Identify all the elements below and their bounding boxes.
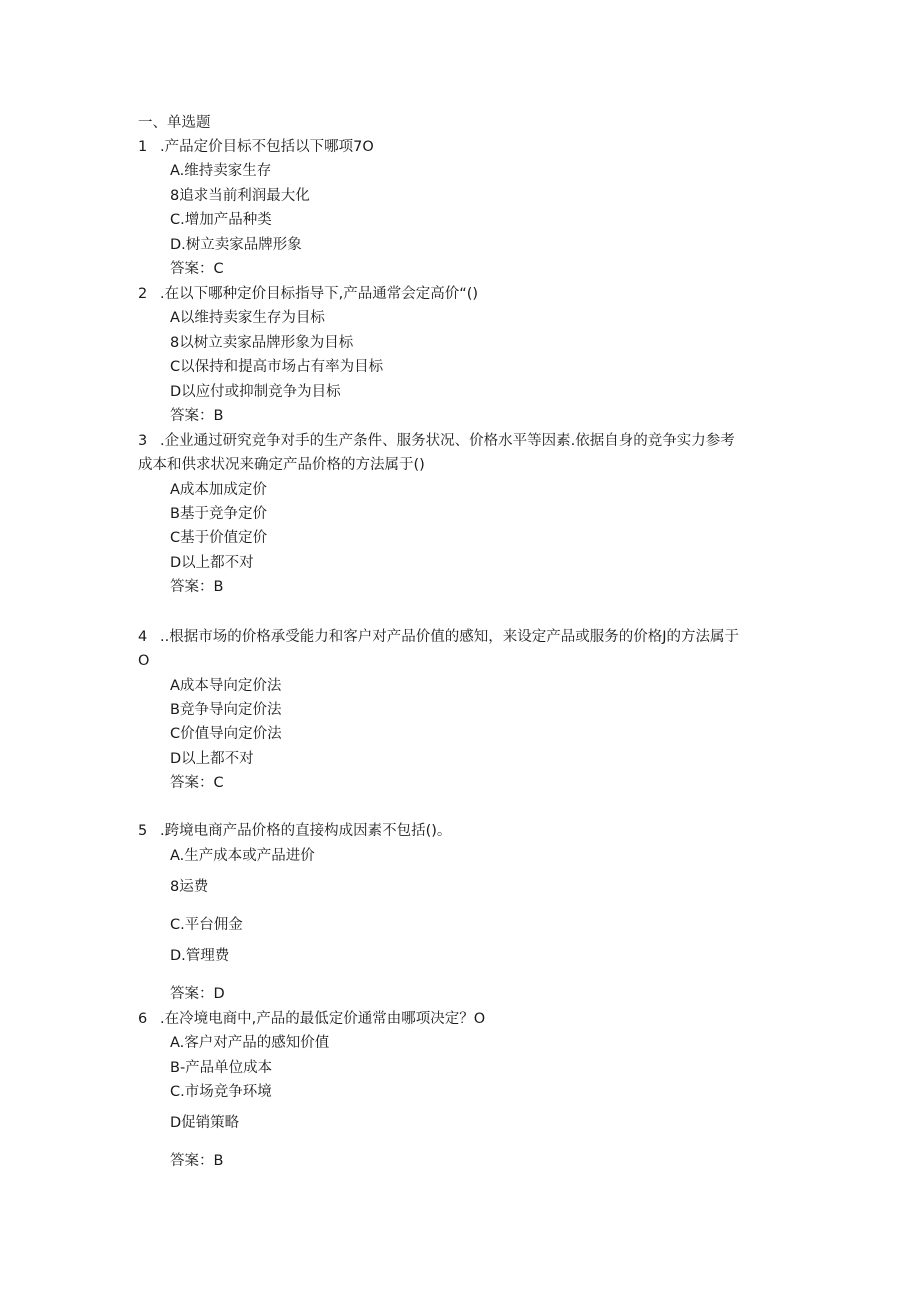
option-d: D以应付或抑制竞争为目标 bbox=[170, 384, 341, 400]
option-d: D.树立卖家品牌形象 bbox=[170, 237, 302, 253]
question-text: .产品定价目标不包括以下哪项7O bbox=[160, 139, 374, 155]
option-c: C.增加产品种类 bbox=[170, 212, 272, 228]
question-number: 3 bbox=[138, 433, 148, 449]
option-c: C.平台佣金 bbox=[170, 917, 243, 933]
question-text: .跨境电商产品价格的直接构成因素不包括()。 bbox=[160, 823, 452, 839]
option-b: 8运费 bbox=[170, 879, 209, 895]
answer: 答案：C bbox=[170, 775, 224, 791]
option-a: A成本导向定价法 bbox=[170, 678, 282, 694]
option-c: C以保持和提高市场占有率为目标 bbox=[170, 359, 384, 375]
answer: 答案：B bbox=[170, 579, 224, 595]
question-text: .在冷境电商中,产品的最低定价通常由哪项决定？O bbox=[160, 1011, 486, 1027]
option-b: B竞争导向定价法 bbox=[170, 702, 282, 718]
option-b: B基于竞争定价 bbox=[170, 506, 267, 522]
option-d: D促销策略 bbox=[170, 1115, 240, 1131]
option-d: D以上都不对 bbox=[170, 555, 254, 571]
question-number: 5 bbox=[138, 823, 148, 839]
answer: 答案：D bbox=[170, 986, 225, 1002]
question-number: 4 bbox=[138, 629, 148, 645]
option-b: 8追求当前利润最大化 bbox=[170, 188, 310, 204]
question-number: 2 bbox=[138, 286, 148, 302]
section-title: 一、单选题 bbox=[138, 115, 211, 131]
option-c: C.市场竞争环境 bbox=[170, 1084, 272, 1100]
option-c: C价值导向定价法 bbox=[170, 726, 282, 742]
question-text-continuation: 成本和供求状况来确定产品价格的方法属于() bbox=[138, 457, 425, 473]
question-number: 6 bbox=[138, 1011, 148, 1027]
question-text: .企业通过研究竞争对手的生产条件、服务状况、价格水平等因素.依据自身的竞争实力参考 bbox=[160, 433, 735, 449]
option-a: A.维持卖家生存 bbox=[170, 163, 272, 179]
option-a: A.生产成本或产品进价 bbox=[170, 848, 315, 864]
option-a: A.客户对产品的感知价值 bbox=[170, 1035, 330, 1051]
option-b: 8以树立卖家品牌形象为目标 bbox=[170, 335, 354, 351]
option-a: A以维持卖家生存为目标 bbox=[170, 310, 325, 326]
option-c: C基于价值定价 bbox=[170, 530, 268, 546]
question-text-continuation: O bbox=[138, 653, 150, 669]
option-d: D.管理费 bbox=[170, 948, 230, 964]
answer: 答案：B bbox=[170, 408, 224, 424]
answer: 答案：B bbox=[170, 1153, 224, 1169]
question-number: 1 bbox=[138, 139, 148, 155]
option-a: A成本加成定价 bbox=[170, 482, 267, 498]
question-text: ..根据市场的价格承受能力和客户对产品价值的感知，来设定产品或服务的价格J的方法属于 bbox=[160, 629, 739, 645]
option-d: D以上都不对 bbox=[170, 751, 254, 767]
answer: 答案：C bbox=[170, 261, 224, 277]
question-text: .在以下哪种定价目标指导下,产品通常会定高价“() bbox=[160, 286, 479, 302]
option-b: B-产品单位成本 bbox=[170, 1060, 273, 1076]
